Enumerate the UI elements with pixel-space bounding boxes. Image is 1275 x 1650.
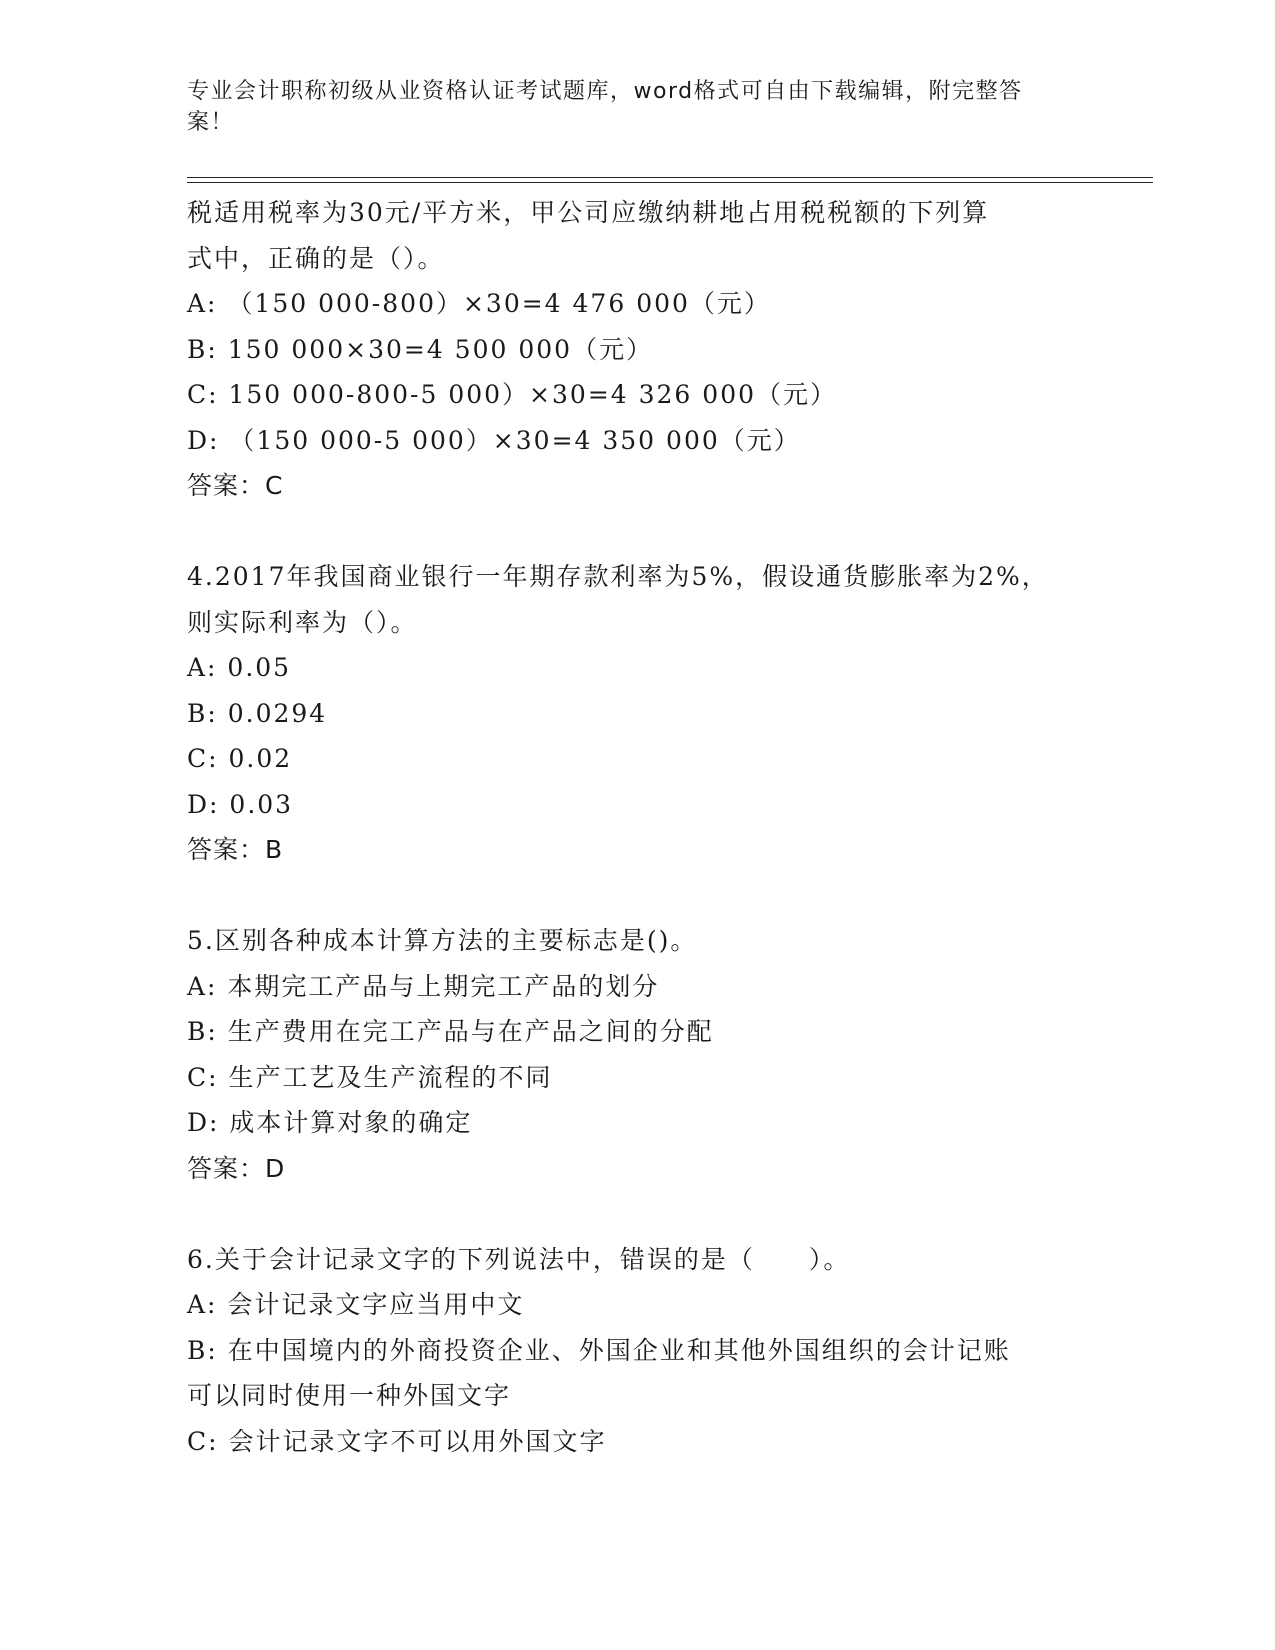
question-3: [187, 190, 1087, 509]
option-b-continued: 可以同时使用一种外国文字: [187, 1381, 512, 1410]
question-stem-line: 4.2017年我国商业银行一年期存款利率为5%，假设通货膨胀率为2%，: [187, 562, 1049, 591]
page-header: [187, 76, 1067, 138]
option-a: A: （150 000-800）×30=4 476 000（元）: [187, 289, 771, 318]
header-line-2: 案！: [187, 110, 235, 135]
question-stem-line: 6.关于会计记录文字的下列说法中，错误的是（ ）。: [187, 1244, 851, 1274]
option-a: A: 会计记录文字应当用中文: [187, 1290, 525, 1319]
question-4: [187, 554, 1087, 873]
option-b: B: 150 000×30=4 500 000（元）: [187, 334, 654, 364]
question-stem-line: 式中，正确的是（）。: [187, 243, 445, 273]
header-line-1: 专业会计职称初级从业资格认证考试题库，word格式可自由下载编辑，附完整答: [187, 79, 1023, 104]
answer-label: 答案：D: [187, 1153, 286, 1183]
question-content: [187, 190, 1087, 1464]
spacer: [187, 1191, 1087, 1237]
option-a: A: 0.05: [187, 653, 292, 682]
question-stem-line: 5.区别各种成本计算方法的主要标志是()。: [187, 926, 698, 955]
header-divider-top: [187, 177, 1153, 178]
option-c: C: 0.02: [187, 744, 293, 773]
question-stem-line: 则实际利率为（）。: [187, 607, 418, 637]
option-a: A: 本期完工产品与上期完工产品的划分: [187, 971, 660, 1001]
header-divider-bottom: [187, 182, 1153, 183]
option-b: B: 生产费用在完工产品与在产品之间的分配: [187, 1017, 714, 1046]
option-c: C: 生产工艺及生产流程的不同: [187, 1062, 553, 1092]
option-b: B: 在中国境内的外商投资企业、外国企业和其他外国组织的会计记账: [187, 1335, 1011, 1365]
option-d: D: 成本计算对象的确定: [187, 1108, 473, 1137]
question-5: [187, 918, 1087, 1191]
spacer: [187, 509, 1087, 555]
question-stem-line: 税适用税率为30元/平方米，甲公司应缴纳耕地占用税税额的下列算: [187, 198, 990, 227]
answer-label: 答案：B: [187, 835, 284, 864]
option-c: C: 150 000-800-5 000）×30=4 326 000（元）: [187, 380, 838, 409]
option-d: D: （150 000-5 000）×30=4 350 000（元）: [187, 425, 801, 455]
option-d: D: 0.03: [187, 789, 294, 819]
question-6: [187, 1237, 1087, 1465]
option-b: B: 0.0294: [187, 698, 328, 728]
answer-label: 答案：C: [187, 471, 284, 500]
spacer: [187, 873, 1087, 919]
option-c: C: 会计记录文字不可以用外国文字: [187, 1426, 607, 1456]
